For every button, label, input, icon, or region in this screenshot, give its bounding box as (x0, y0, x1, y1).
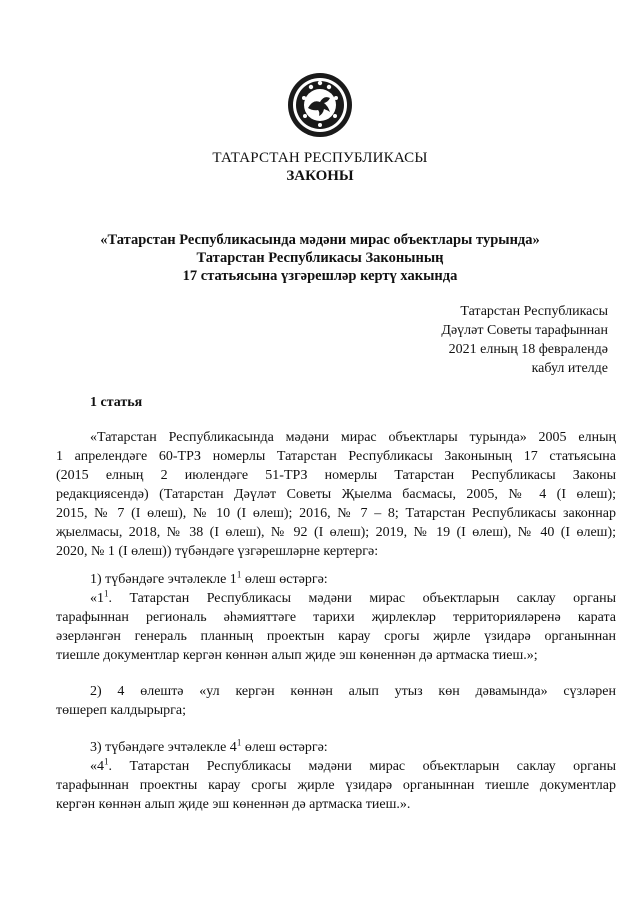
main-paragraph-line: редакциясендә) (Татарстан Дәүләт Советы Җыелма басмасы, 2005, № 4 (I өлеш); (56, 487, 616, 502)
adoption-line2: Дәүләт Советы тарафыннан (441, 323, 608, 338)
item-3-intro: 3) түбәндәге эчтәлекле $4^1$ өлеш өстәргә: (90, 737, 328, 755)
adoption-block (368, 302, 608, 378)
adoption-line4: кабул ителде (531, 361, 608, 376)
item-3-line: «$4^1$. Татарстан Республикасы мәдәни мирас объектларын саклау органы (90, 756, 616, 774)
main-paragraph (56, 428, 616, 561)
main-paragraph-line: 1 апрелендәге 60-ТРЗ номерлы Татарстан Республикасы Законының 17 статьясына (56, 449, 616, 464)
main-paragraph-line: 2015, № 7 (I өлеш), № 10 (I өлеш); 2016, № 7 – 8; Татарстан Республикасы законнар (56, 506, 616, 521)
item-2 (56, 682, 616, 720)
header-law: ЗАКОНЫ (286, 168, 354, 184)
adoption-line3: 2021 елның 18 февралендә (448, 342, 608, 357)
article-heading: 1 статья (90, 395, 143, 410)
item-3 (56, 738, 616, 814)
item-1-line: тарафыннан региональ әһәмияттәге тарихи җирлекләр территорияләренә карата (56, 610, 616, 625)
item-2-line: төшереп калдырырга; (56, 703, 187, 718)
law-title-line2: Татарстан Республикасы Законының (196, 250, 444, 266)
adoption-line1: Татарстан Республикасы (460, 304, 608, 319)
main-paragraph-line: 2020, № 1 (I өлеш)) түбәндәге үзгәрешләрне кертергә: (56, 544, 379, 559)
item-1-line: әзерләнгән генераль планның проектын карау срогы җирле үзидарә органыннан (56, 629, 616, 644)
tatarstan-emblem-icon (287, 72, 353, 138)
item-1-line: тиешле документлар кергән көннән алып җиде эш көненнән дә артмаска тиеш.»; (56, 648, 538, 663)
item-1-line: «$1^1$. Татарстан Республикасы мәдәни мирас объектларын саклау органы (90, 588, 616, 606)
main-paragraph-line: җыелмасы, 2018, № 38 (I өлеш), № 92 (I өлеш); 2019, № 19 (I өлеш), № 40 (I өлеш); (56, 525, 616, 540)
item-1-intro: 1) түбәндәге эчтәлекле $1^1$ өлеш өстәргә: (90, 569, 328, 587)
item-3-line: кергән көннән алып җиде эш көненнән дә артмаска тиеш.». (56, 797, 411, 812)
law-title-line1: «Татарстан Республикасында мәдәни мирас объектлары турында» (100, 232, 540, 248)
item-3-line: тарафыннан проектны карау срогы җирле үзидарә органыннан тиешле документлар (56, 778, 616, 793)
item-1 (56, 570, 616, 665)
main-paragraph-line: (2015 елның 2 июлендәге 51-ТРЗ номерлы Татарстан Республикасы Законы (56, 468, 616, 483)
header-republic: ТАТАРСТАН РЕСПУБЛИКАСЫ (212, 150, 428, 166)
law-title-line3: 17 статьясына үзгәрешләр кертү хакында (182, 268, 458, 284)
main-paragraph-line: «Татарстан Республикасында мәдәни мирас объектлары турында» 2005 елның (90, 430, 616, 445)
item-2-line: 2) 4 өлештә «ул кергән көннән алып утыз көн дәвамында» сүзләрен (90, 684, 616, 699)
